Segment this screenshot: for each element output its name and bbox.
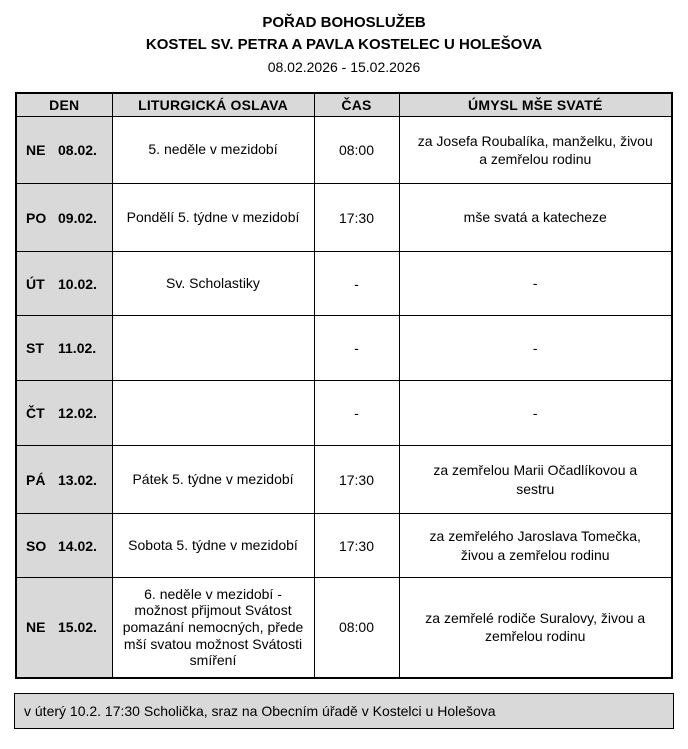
intention-cell: - [399,316,672,381]
document-header [14,12,674,78]
table-row [16,316,672,381]
celebration-cell [112,316,314,381]
day-cell [16,514,112,578]
table-row [16,117,672,184]
date-range: 08.02.2026 - 15.02.2026 [267,58,421,75]
celebration-cell: Pátek 5. týdne v mezidobí [112,446,314,514]
schedule-table [15,92,673,679]
day-date: 08.02. [58,142,97,158]
intention-cell: - [399,252,672,316]
intention-cell: mše svatá a katecheze [399,184,672,252]
day-date: 09.02. [58,209,97,226]
col-header-cas: ČAS [314,93,399,117]
time-cell: - [314,252,399,316]
celebration-cell: Pondělí 5. týdne v mezidobí [112,184,314,252]
day-abbr: NE [26,142,46,158]
table-row [16,184,672,252]
intention-cell: za zemřelé rodiče Suralovy, živou a zemřelou rodinu [399,578,672,678]
intention-cell: za zemřelého Jaroslava Tomečka, živou a zemřelou rodinu [399,514,672,578]
day-abbr: PO [26,209,47,226]
celebration-cell: Sv. Scholastiky [112,252,314,316]
footer-note [14,693,674,729]
day-abbr: ČT [26,405,45,421]
footer-note-text: v úterý 10.2. 17:30 Scholička, sraz na Obecním úřadě v Kostelci u Holešova [24,702,496,719]
time-cell: 08:00 [314,117,399,184]
table-row [16,446,672,514]
intention-cell: za Josefa Roubalíka, manželku, živou a zemřelou rodinu [399,117,672,184]
intention-cell: - [399,381,672,446]
day-date: 15.02. [58,619,97,636]
day-cell [16,184,112,252]
day-abbr: PÁ [26,471,46,488]
day-abbr: ST [26,340,44,356]
day-cell [16,446,112,514]
day-cell [16,381,112,446]
time-cell: 17:30 [314,514,399,578]
time-cell: 17:30 [314,184,399,252]
day-abbr: ÚT [26,275,45,292]
celebration-cell [112,381,314,446]
time-cell: - [314,381,399,446]
day-date: 14.02. [58,537,97,554]
day-date: 10.02. [58,275,97,292]
day-date: 13.02. [58,471,97,488]
table-row [16,381,672,446]
day-cell [16,252,112,316]
day-cell [16,316,112,381]
day-date: 12.02. [58,405,97,421]
celebration-cell: 5. neděle v mezidobí [112,117,314,184]
day-abbr: NE [26,619,46,636]
day-cell [16,578,112,678]
intention-cell: za zemřelou Marii Očadlíkovou a sestru [399,446,672,514]
day-date: 11.02. [58,340,97,356]
celebration-cell: Sobota 5. týdne v mezidobí [112,514,314,578]
time-cell: 08:00 [314,578,399,678]
table-row [16,252,672,316]
col-header-umysl: ÚMYSL MŠE SVATÉ [399,93,672,117]
celebration-cell: 6. neděle v mezidobí - možnost přijmout Svátost pomazání nemocných, přede mší svatou možnost Svátosti smíření [112,578,314,678]
col-header-liturgicka-oslava: LITURGICKÁ OSLAVA [112,93,314,117]
church-name: KOSTEL SV. PETRA A PAVLA KOSTELEC U HOLEŠOVA [145,35,543,53]
document-title: POŘAD BOHOSLUŽEB [262,14,426,31]
col-header-den: DEN [16,93,112,117]
table-row [16,578,672,678]
day-cell [16,117,112,184]
table-row [16,514,672,578]
time-cell: 17:30 [314,446,399,514]
time-cell: - [314,316,399,381]
table-header-row [16,93,672,117]
day-abbr: SO [26,537,47,554]
